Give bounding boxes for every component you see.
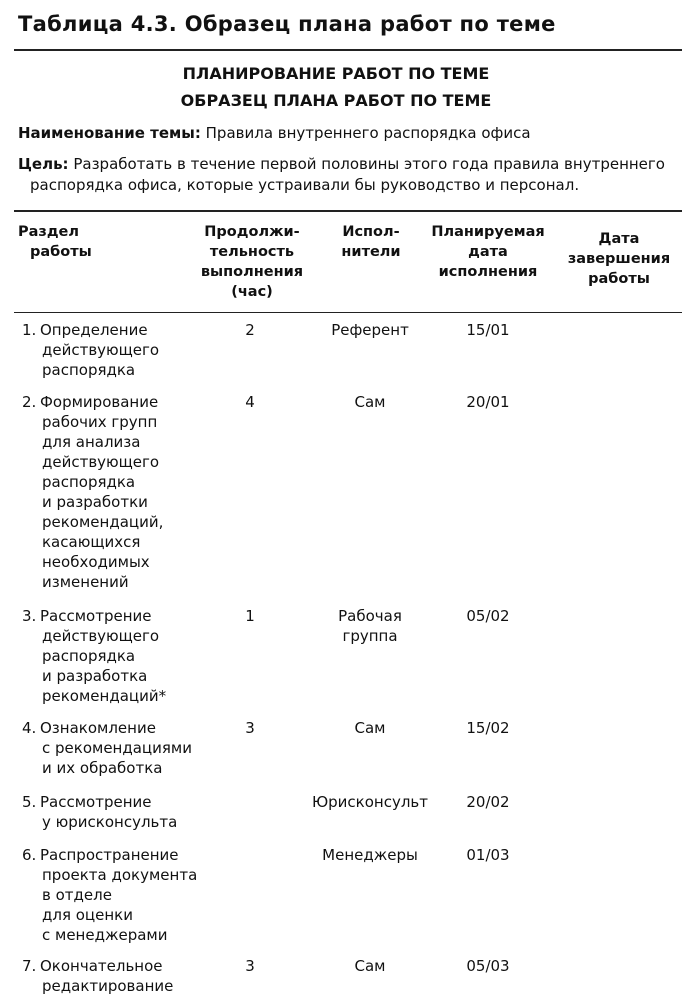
row-text: редактирование [42, 977, 174, 995]
row-text: Определение [40, 321, 148, 339]
row-number: 2. [22, 393, 37, 411]
goal-block [18, 154, 682, 196]
row-text: Ознакомление [40, 719, 156, 737]
row-section [22, 845, 212, 945]
row-duration: 3 [245, 957, 255, 975]
topic-line [18, 122, 678, 144]
header-text: Дата [598, 231, 640, 247]
row-text: с менеджерами [42, 926, 168, 944]
row-date: 15/01 [466, 321, 510, 339]
row-duration: 2 [245, 321, 255, 339]
row-section [22, 718, 212, 778]
goal-line-2: распорядка офиса, которые устраивали бы руководство и персонал. [30, 176, 580, 194]
row-text: Формирование [40, 393, 159, 411]
row-text: Рабочая [338, 607, 402, 625]
topic-label: Наименование темы: [18, 124, 201, 142]
header-text: Раздел [18, 224, 80, 240]
row-text: для оценки [42, 906, 133, 924]
row-text: распорядка [42, 647, 136, 665]
row-section [22, 320, 212, 380]
row-performer: Сам [354, 393, 386, 411]
row-text: рабочих групп [42, 413, 158, 431]
header-text: Испол- [342, 224, 400, 240]
row-date: 05/02 [466, 607, 510, 625]
header-text: работы [588, 271, 650, 287]
header-text: дата [468, 244, 508, 260]
row-performer: Юрисконсульт [311, 793, 429, 811]
row-text: группа [342, 627, 398, 645]
row-number: 6. [22, 846, 37, 864]
row-text: Окончательное [40, 957, 163, 975]
heading-line-1: ПЛАНИРОВАНИЕ РАБОТ ПО ТЕМЕ [182, 64, 490, 83]
header-text: исполнения [438, 264, 538, 280]
header-text: тельность [209, 244, 295, 260]
row-text: для анализа [42, 433, 141, 451]
row-text: касающихся [42, 533, 141, 551]
row-text: действующего [42, 453, 160, 471]
row-text: проекта документа [42, 866, 198, 884]
row-text: действующего [42, 341, 160, 359]
top-rule [14, 49, 682, 51]
row-text: и их обработка [42, 759, 163, 777]
topic-value: Правила внутреннего распорядка офиса [205, 124, 531, 142]
header-performers [316, 222, 426, 262]
row-text: Распространение [40, 846, 179, 864]
row-text: и разработка [42, 667, 148, 685]
header-planned-date [420, 222, 556, 282]
header-text: выполнения [200, 264, 304, 280]
header-text: нители [341, 244, 401, 260]
row-text: у юрисконсульта [42, 813, 178, 831]
row-text: с рекомендациями [42, 739, 192, 757]
row-duration: 3 [245, 719, 255, 737]
document-heading [0, 60, 672, 114]
goal-label: Цель: [18, 155, 69, 173]
row-date: 01/03 [466, 846, 510, 864]
row-text: в отделе [42, 886, 112, 904]
row-performer: Референт [331, 321, 409, 339]
table-top-rule [14, 210, 682, 212]
header-completion-date [554, 229, 682, 289]
row-date: 20/01 [466, 393, 510, 411]
row-text: действующего [42, 627, 160, 645]
header-text: (час) [231, 284, 273, 300]
row-section [22, 392, 212, 592]
table-caption: Таблица 4.3. Образец плана работ по теме [18, 12, 556, 36]
row-section [22, 606, 212, 706]
row-performer: Сам [354, 957, 386, 975]
row-text: необходимых [42, 553, 150, 571]
row-date: 20/02 [466, 793, 510, 811]
header-section [18, 222, 168, 262]
row-performer: Сам [354, 719, 386, 737]
row-text: рекомендаций* [42, 687, 167, 705]
row-text: Рассмотрение [40, 793, 152, 811]
row-number: 3. [22, 607, 37, 625]
row-text: Рассмотрение [40, 607, 152, 625]
header-bottom-rule [14, 312, 682, 313]
row-section [22, 956, 212, 996]
row-number: 4. [22, 719, 37, 737]
row-number: 1. [22, 321, 37, 339]
header-duration [178, 222, 326, 302]
row-duration: 1 [245, 607, 255, 625]
header-text: работы [30, 244, 92, 260]
row-date: 15/02 [466, 719, 510, 737]
goal-line-1: Разработать в течение первой половины этого года правила внутреннего [73, 155, 665, 173]
row-text: изменений [42, 573, 129, 591]
header-text: завершения [567, 251, 671, 267]
row-text: рекомендаций, [42, 513, 164, 531]
row-date: 05/03 [466, 957, 510, 975]
row-performer [300, 606, 440, 646]
heading-line-2: ОБРАЗЕЦ ПЛАНА РАБОТ ПО ТЕМЕ [180, 91, 492, 110]
header-text: Продолжи- [204, 224, 300, 240]
row-text: распорядка [42, 473, 136, 491]
row-section [22, 792, 212, 832]
header-text: Планируемая [431, 224, 545, 240]
row-text: и разработки [42, 493, 148, 511]
row-number: 5. [22, 793, 37, 811]
row-text: распорядка [42, 361, 136, 379]
row-performer: Менеджеры [322, 846, 418, 864]
row-duration: 4 [245, 393, 255, 411]
row-number: 7. [22, 957, 37, 975]
